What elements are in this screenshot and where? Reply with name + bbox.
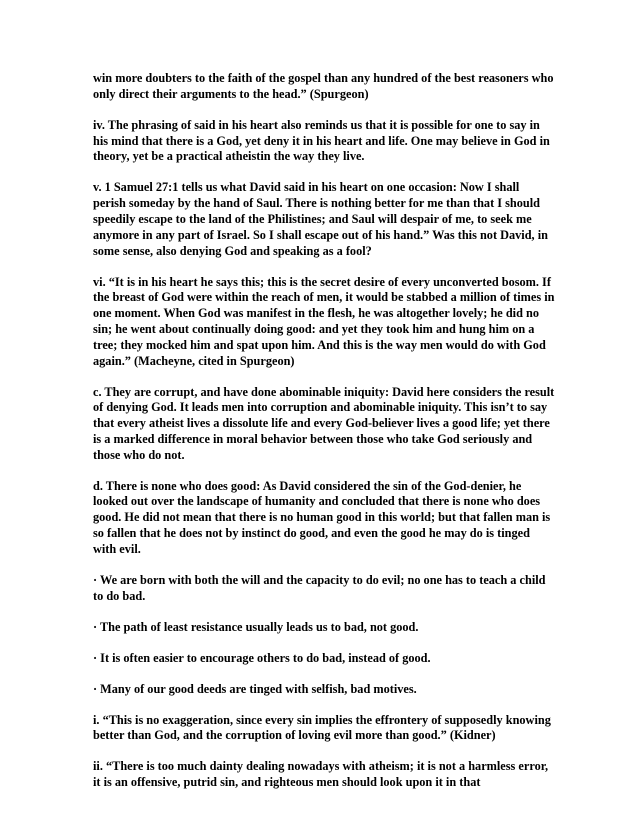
paragraph-d: d. There is none who does good: As David considered the sin of the God-denier, he looked out over the landscape of humanity and concluded that there is none who does good. He did not mean that there is no human good in this world; but that fallen man is so fallen that he does not by instinct do good, and even the good he may do is tinged with evil. [93, 478, 551, 556]
bullet-item-least-resistance: · The path of least resistance usually leads us to bad, not good. [93, 619, 419, 634]
document-page [93, 71, 555, 791]
paragraph-v: v. 1 Samuel 27:1 tells us what David said in his heart on one occasion: Now I shall perish someday by the hand of Saul. There is nothing better for me than that I should speedily escape to the land of the Philistines; and Saul will despair of me, to seek me anymore in any part of Israel. So I shall escape out of his hand.” Was this not David, in some sense, also denying God and speaking as a fool? [93, 180, 548, 258]
paragraph-spurgeon-continuation: win more doubters to the faith of the gospel than any hundred of the best reasoners who only direct their arguments to the head.” (Spurgeon) [93, 71, 554, 101]
paragraph-iv: iv. The phrasing of said in his heart also reminds us that it is possible for one to say in his mind that there is a God, yet deny it in his heart and life. One may believe in God in theory, yet be a practical atheistin the way they live. [93, 117, 550, 164]
paragraph-vi: vi. “It is in his heart he says this; this is the secret desire of every unconverted bosom. If the breast of God were within the reach of men, it would be stabbed a million of times in one moment. When God was manifest in the flesh, he was altogether lovely; he did no sin; he went about continually doing good: and yet they took him and hung him on a tree; they mocked him and spat upon him. And this is the way men would do with God again.” (Macheyne, cited in Spurgeon) [93, 274, 555, 368]
paragraph-c: c. They are corrupt, and have done abominable iniquity: David here considers the result of denying God. It leads men into corruption and abominable iniquity. This isn’t to say that every atheist lives a dissolute life and every God-believer lives a good life; yet there is a marked difference in moral behavior between those who take God seriously and those who do not. [93, 384, 555, 462]
paragraph-i-kidner: i. “This is no exaggeration, since every sin implies the effrontery of supposedly knowing better than God, and the corruption of loving evil more than good.” (Kidner) [93, 712, 551, 743]
bullet-item-good-deeds: · Many of our good deeds are tinged with selfish, bad motives. [93, 681, 417, 696]
bullet-item-born-with-will: · We are born with both the will and the capacity to do evil; no one has to teach a child to do bad. [93, 572, 546, 603]
bullet-item-encourage-others: · It is often easier to encourage others to do bad, instead of good. [93, 650, 431, 665]
paragraph-ii-atheism: ii. “There is too much dainty dealing nowadays with atheism; it is not a harmless error, it is an offensive, putrid sin, and righteous men should look upon it in that [93, 759, 549, 790]
